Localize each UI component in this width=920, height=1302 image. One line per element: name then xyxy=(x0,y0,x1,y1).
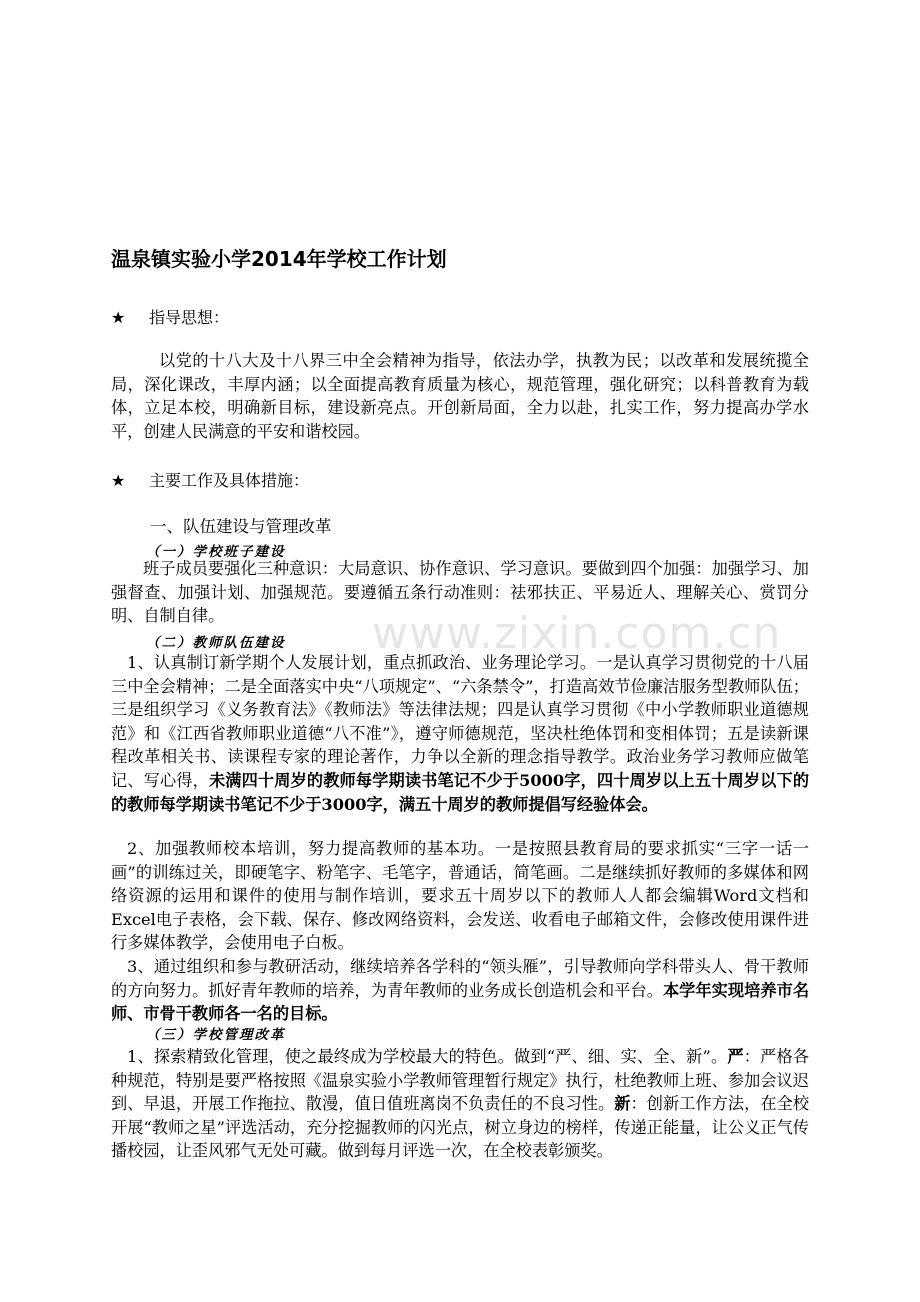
sub3-title: （三）学校管理改革 xyxy=(146,1027,286,1043)
sub3-p1-a: 1、探索精致化管理，使之最终成为学校最大的特色。做到“严、细、实、全、新”。 xyxy=(127,1047,728,1066)
sub2-p1-bold: 未满四十周岁的教师每学期读书笔记不少于5000字，四十周岁以上五十周岁以下的的教师每学期读书笔记不少于3000字，满五十周岁的教师提倡写经验体会。 xyxy=(111,770,810,814)
watermark: www.zixin.com.cn xyxy=(372,608,782,659)
guiding-paragraph: 以党的十八大及十八界三中全会精神为指导，依法办学，执教为民；以改革和发展统揽全局，深化课改，丰厚内涵；以全面提高教育质量为核心，规范管理，强化研究；以科普教育为载体，立足本校，明确新目标，建设新亮点。开创新局面，全力以赴，扎实工作，努力提高办学水平，创建人民满意的平安和谐校园。 xyxy=(111,351,809,441)
sub1-paragraph: 班子成员要强化三种意识：大局意识、协作意识、学习意识。要做到四个加强：加强学习、加强督查、加强计划、加强规范。要遵循五条行动准则：祛邪扶正、平易近人、理解关心、赏罚分明、自制自律。 xyxy=(111,559,809,626)
heading-guiding xyxy=(111,305,229,328)
sub2-p3-text: 3、通过组织和参与教研活动，继续培养各学科的“领头雁”，引导教师向学科带头人、骨干教师的方向努力。抓好青年教师的培养，为青年教师的业务成长创造机会和平台。 xyxy=(111,957,809,1000)
sub2-paragraph-3 xyxy=(111,955,809,1026)
sub1-title: （一）学校班子建设 xyxy=(146,544,286,560)
sub2-title: （二）教师队伍建设 xyxy=(146,635,286,651)
heading-guiding-label: 指导思想： xyxy=(149,308,230,327)
sub3-p1-c: ：严格各种规范，特别是要严格按照《温泉实验小学教师管理暂行规定》执行，杜绝教师上班、参加会议迟到、早退，开展工作拖拉、散漫，值日值班离岗不负责任的不良习性。 xyxy=(111,1047,809,1114)
section1-title: 一、队伍建设与管理改革 xyxy=(150,517,332,536)
sub3-p1-d: ：创新工作方法，在全校开展“教师之星”评选活动，充分挖掘教师的闪光点，树立身边的榜样，传递正能量，让公义正气传播校园，让歪风邪气无处可藏。做到每月评选一次，在全校表彰颁奖。 xyxy=(111,1094,810,1161)
sub3-paragraph-1 xyxy=(111,1045,809,1163)
star-icon: ★ xyxy=(111,308,126,327)
sub3-p1-b2: 新 xyxy=(614,1094,631,1114)
heading-main-label: 主要工作及具体措施： xyxy=(149,471,310,490)
sub2-p1-text: 1、认真制订新学期个人发展计划，重点抓政治、业务理论学习。一是认真学习贯彻党的十八届三中全会精神；二是全面落实中央“八项规定”、“六条禁令”，打造高效节俭廉洁服务型教师队伍；三是组织学习《义务教育法》《教师法》等法律法规；四是认真学习贯彻《中小学教师职业道德规范》和《江西省教师职业道德“八不准”》，遵守师德规范，坚决杜绝体罚和变相体罚；五是读新课程改革相关书、读课程专家的理论著作，力争以全新的理念指导教学。政治业务学习教师应做笔记、写心得， xyxy=(111,653,809,790)
sub2-paragraph-1 xyxy=(111,651,809,816)
star-icon: ★ xyxy=(111,471,126,490)
sub2-p3-bold: 本学年实现培养市名师、市骨干教师各一名的目标。 xyxy=(111,980,810,1024)
document-title: 温泉镇实验小学2014年学校工作计划 xyxy=(111,247,447,271)
sub2-paragraph-2: 2、加强教师校本培训，努力提高教师的基本功。一是按照县教育局的要求抓实“三字一话一画”的训练过关，即硬笔字、粉笔字、毛笔字，普通话，简笔画。二是继续抓好教师的多媒体和网络资源的运用和课件的使用与制作培训，要求五十周岁以下的教师人人都会编辑Word文档和Excel电子表格，会下载、保存、修改网络资料，会发送、收看电子邮箱文件，会修改使用课件进行多媒体教学，会使用电子白板。 xyxy=(111,839,809,953)
sub3-p1-b1: 严 xyxy=(727,1047,744,1066)
heading-main xyxy=(111,468,309,491)
